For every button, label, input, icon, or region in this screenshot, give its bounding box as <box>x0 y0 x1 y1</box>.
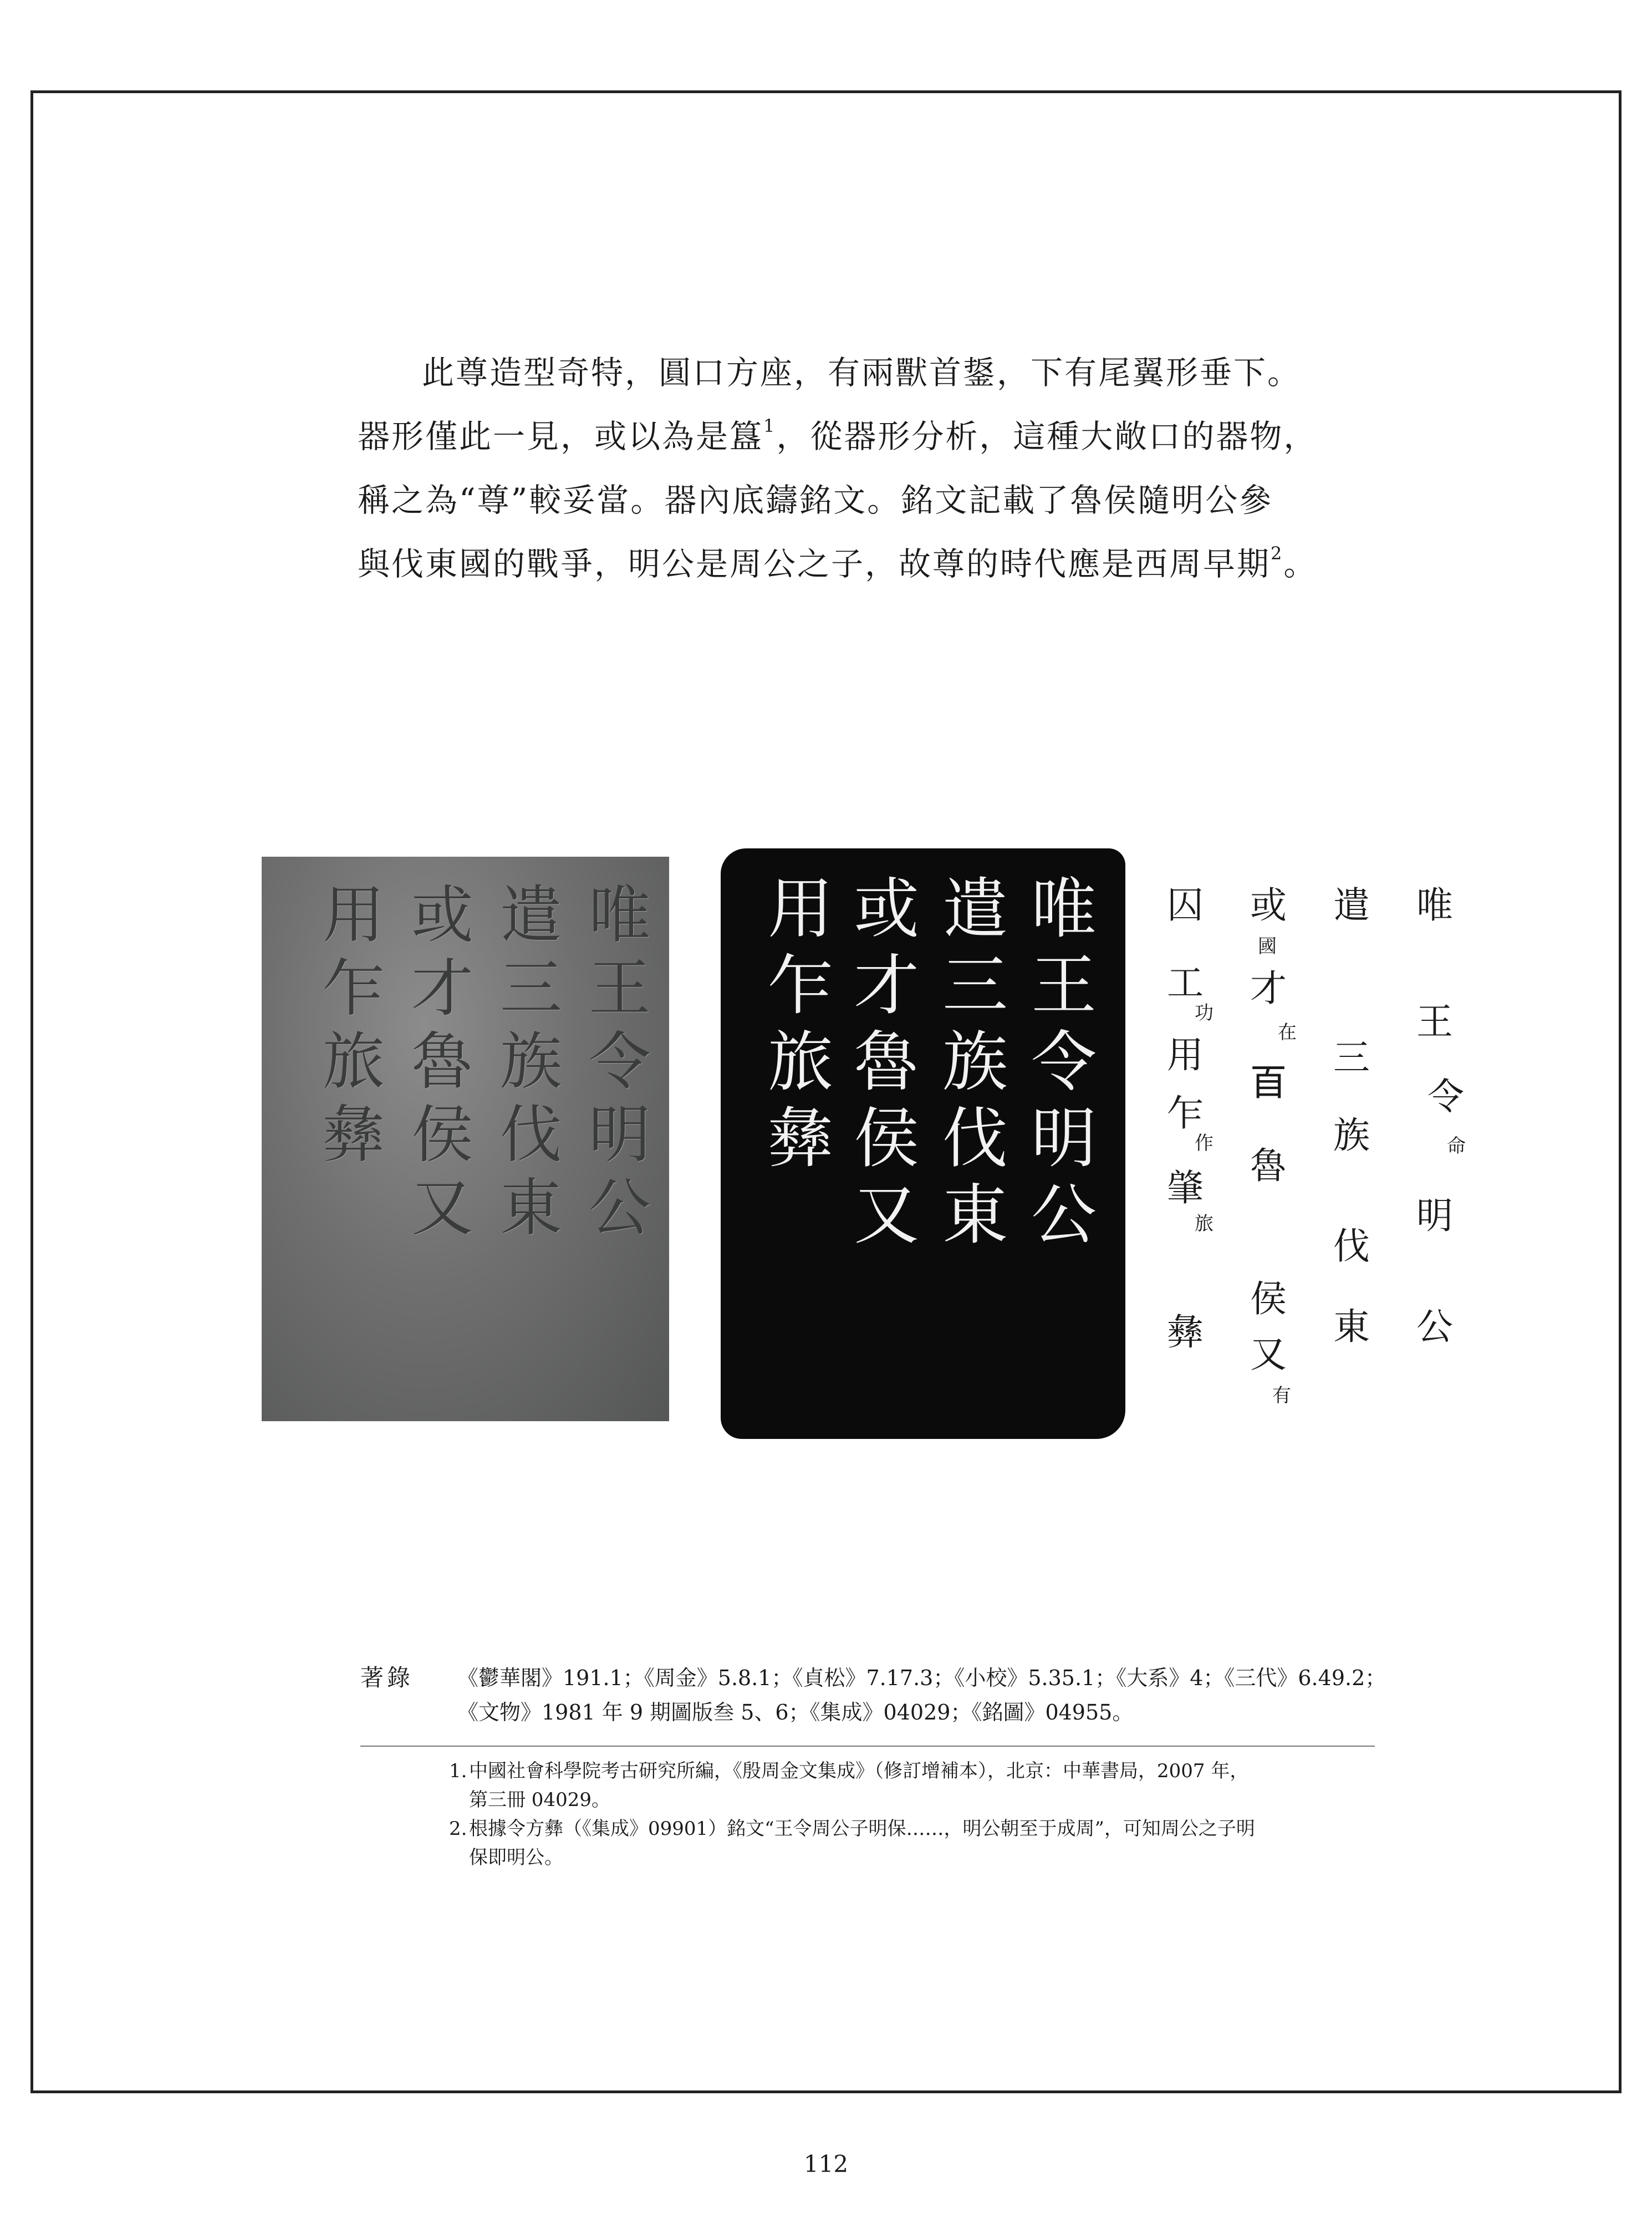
inscription-glyph: 才 <box>854 947 920 1024</box>
inscription-glyph: 彝 <box>323 1099 385 1171</box>
inscription-glyph: 侯 <box>411 1099 473 1171</box>
records-line: 《文物》1981 年 9 期圖版叁 5、6；《集成》04029；《銘圖》04955。 <box>457 1700 1134 1725</box>
inscription-glyph: 旅 <box>323 1026 385 1098</box>
photo-inscription-column <box>411 879 473 1245</box>
inscription-glyph: 公 <box>589 1172 651 1244</box>
rubbing-inscription-column <box>1031 871 1097 1253</box>
inscription-glyph: 東 <box>500 1172 562 1244</box>
inscription-glyph: 遣 <box>500 879 562 952</box>
intro-line-3: 稱之為“尊”較妥當。器內底鑄銘文。銘文記載了魯侯隨明公參 <box>358 481 1273 519</box>
footnote-mark-1[interactable]: 1 <box>763 415 777 436</box>
inscription-glyph: 王 <box>1031 947 1097 1024</box>
bronze-inscription-photo <box>262 857 669 1421</box>
inscription-glyph: 伐 <box>942 1100 1008 1177</box>
inscription-glyph: 用 <box>768 871 834 947</box>
intro-paragraph <box>358 341 1389 596</box>
footnote-mark-2[interactable]: 2 <box>1271 543 1284 564</box>
page-number: 112 <box>803 2150 849 2178</box>
footnote-divider <box>360 1746 1375 1747</box>
inscription-glyph: 唯 <box>589 879 651 952</box>
inscription-glyph: 魯 <box>854 1024 920 1100</box>
intro-line-2: 器形僅此一見，或以為是簋$^1$，從器形分析，這種大敞口的器物， <box>358 415 1318 455</box>
inscription-glyph: 族 <box>500 1026 562 1098</box>
intro-line-4: 與伐東國的戰爭，明公是周公之子，故尊的時代應是西周早期$^2$。 <box>358 543 1318 583</box>
rubbing-inscription-column <box>854 871 919 1253</box>
inscription-glyph: 明 <box>1031 1100 1097 1177</box>
rubbing-inscription-column <box>768 871 833 1177</box>
inscription-glyph: 又 <box>854 1177 920 1253</box>
inscription-glyph: 伐 <box>500 1099 562 1171</box>
footnote-1: 1. 中國社會科學院考古研究所編，《殷周金文集成》（修訂增補本），北京：中華書局，2007 年， 第三冊 04029。 <box>449 1760 1249 1811</box>
inscription-glyph: 三 <box>500 953 562 1025</box>
inscription-glyph: 公 <box>1031 1177 1097 1253</box>
photo-inscription-column <box>500 879 562 1245</box>
inscription-glyph: 或 <box>411 879 473 952</box>
intro-line-1: 此尊造型奇特，圓口方座，有兩獸首鋬，下有尾翼形垂下。 <box>422 354 1302 391</box>
inscription-glyph: 乍 <box>323 953 385 1025</box>
inscription-glyph: 旅 <box>768 1024 834 1100</box>
photo-inscription-column <box>323 879 385 1172</box>
inscription-glyph: 用 <box>323 879 385 952</box>
photo-inscription-column <box>589 879 651 1245</box>
inscription-glyph: 明 <box>589 1099 651 1171</box>
inscription-glyph: 彝 <box>768 1100 834 1177</box>
inscription-glyph: 遣 <box>942 871 1008 947</box>
inscription-glyph: 唯 <box>1031 871 1097 947</box>
rubbing-inscription-column <box>942 871 1008 1253</box>
inscription-glyph: 又 <box>411 1172 473 1244</box>
inscription-glyph: 才 <box>411 953 473 1025</box>
footnote-2: 2. 根據令方彝（《集成》09901）銘文“王令周公子明保……，明公朝至于成周”，可知周公之子明 保即明公。 <box>449 1818 1255 1869</box>
inscription-glyph: 東 <box>942 1177 1008 1253</box>
footnotes <box>449 1757 1380 1872</box>
inscription-glyph: 乍 <box>768 947 834 1024</box>
inscription-glyph: 或 <box>854 871 920 947</box>
inscription-glyph: 令 <box>1031 1024 1097 1100</box>
inscription-glyph: 魯 <box>411 1026 473 1098</box>
records-label: 著錄 <box>360 1664 414 1691</box>
records-line: 《鬱華閣》191.1；《周金》5.8.1；《貞松》7.17.3；《小校》5.35.1；《大系》4；《三代》6.49.2； <box>457 1666 1386 1690</box>
inscription-glyph: 令 <box>589 1026 651 1098</box>
inscription-glyph: 王 <box>589 953 651 1025</box>
inscription-glyph: 侯 <box>854 1100 920 1177</box>
ink-rubbing <box>721 848 1125 1439</box>
inscription-glyph: 三 <box>942 947 1008 1024</box>
inscription-glyph: 族 <box>942 1024 1008 1100</box>
